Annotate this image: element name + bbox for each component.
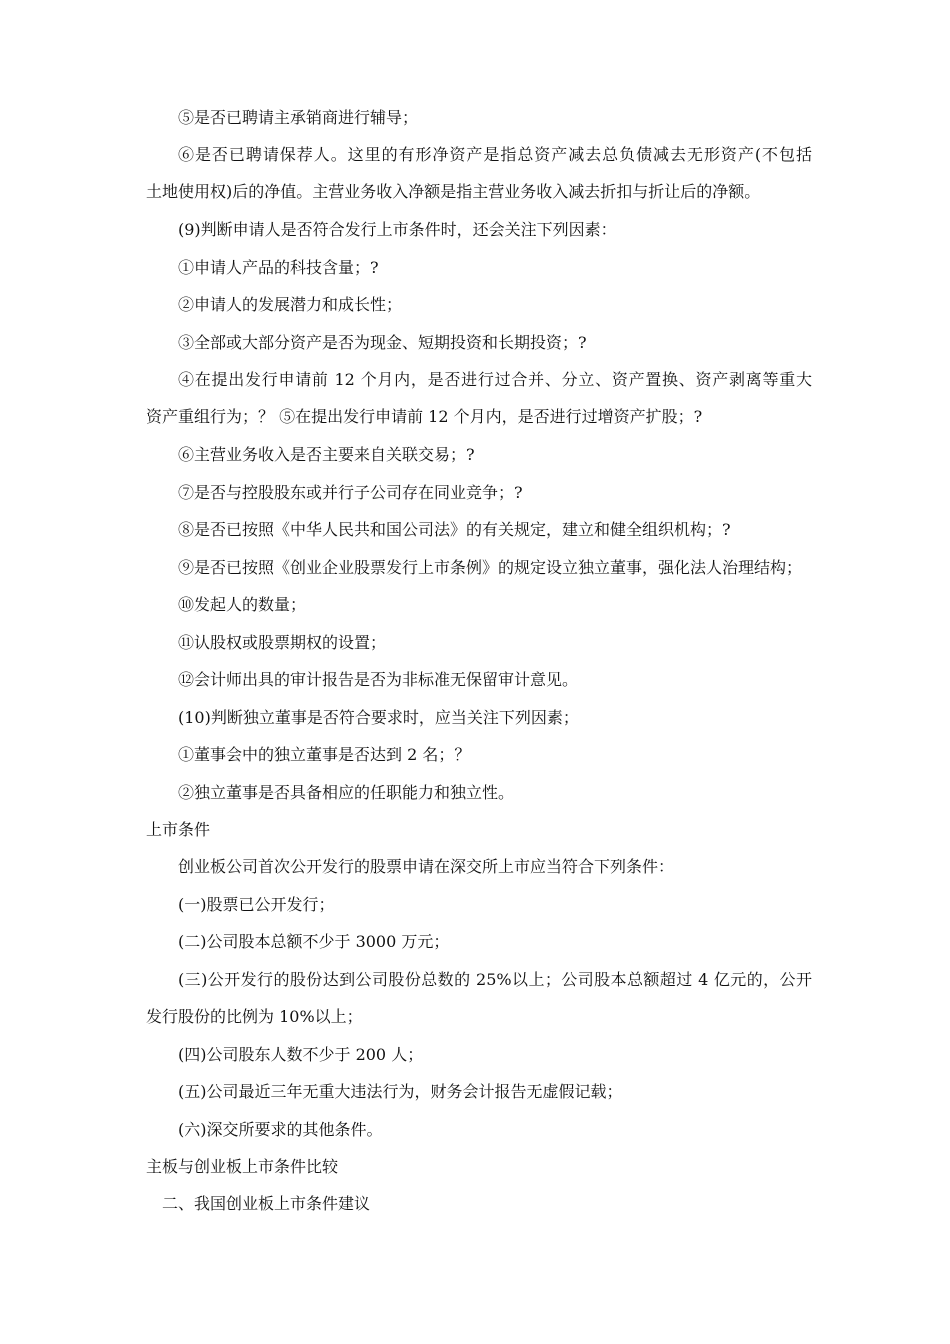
text-line: (三)公开发行的股份达到公司股份总数的 25%以上；公司股本总额超过 4 亿元的，公开: [178, 970, 812, 989]
text-line: 资产重组行为；？ ⑤在提出发行申请前 12 个月内，是否进行过增资产扩股；?: [146, 407, 703, 426]
text-line: (五)公司最近三年无重大违法行为，财务会计报告无虚假记载；: [178, 1082, 623, 1101]
text-line: (10)判断独立董事是否符合要求时，应当关注下列因素；: [178, 708, 579, 727]
text-line: ⑧是否已按照《中华人民共和国公司法》的有关规定，建立和健全组织机构；?: [178, 520, 731, 539]
text-line: ①申请人产品的科技含量；?: [178, 258, 379, 277]
text-line: (四)公司股东人数不少于 200 人；: [178, 1045, 424, 1064]
text-line: (一)股票已公开发行；: [178, 895, 335, 914]
section-heading: 上市条件: [146, 820, 211, 839]
text-line: ②申请人的发展潜力和成长性；: [178, 295, 403, 314]
text-line: ③全部或大部分资产是否为现金、短期投资和长期投资；?: [178, 333, 587, 352]
text-line: ⑦是否与控股股东或并行子公司存在同业竞争；?: [178, 483, 523, 502]
text-line: ⑩发起人的数量；: [178, 595, 307, 614]
text-line: ⑥主营业务收入是否主要来自关联交易；?: [178, 445, 475, 464]
text-line: ⑤是否已聘请主承销商进行辅导；: [178, 108, 419, 127]
text-line: 创业板公司首次公开发行的股票申请在深交所上市应当符合下列条件：: [178, 857, 675, 876]
text-line: ⑪认股权或股票期权的设置；: [178, 633, 387, 652]
section-heading: 二、我国创业板上市条件建议: [162, 1194, 371, 1213]
text-line: (六)深交所要求的其他条件。: [178, 1120, 383, 1139]
text-line: 土地使用权)后的净值。主营业务收入净额是指主营业务收入减去折扣与折让后的净额。: [146, 182, 761, 201]
text-line: ⑨是否已按照《创业企业股票发行上市条例》的规定设立独立董事，强化法人治理结构；: [178, 558, 803, 577]
text-line: (9)判断申请人是否符合发行上市条件时，还会关注下列因素：: [178, 220, 617, 239]
text-line: ④在提出发行申请前 12 个月内，是否进行过合并、分立、资产置换、资产剥离等重大: [178, 370, 812, 389]
text-line: ⑥是否已聘请保荐人。这里的有形净资产是指总资产减去总负债减去无形资产(不包括: [178, 145, 812, 164]
text-line: ①董事会中的独立董事是否达到 2 名；？: [178, 745, 471, 764]
section-heading: 主板与创业板上市条件比较: [146, 1157, 339, 1176]
text-line: ②独立董事是否具备相应的任职能力和独立性。: [178, 783, 515, 802]
text-line: 发行股份的比例为 10%以上；: [146, 1007, 363, 1026]
text-line: ⑫会计师出具的审计报告是否为非标准无保留审计意见。: [178, 670, 579, 689]
text-line: (二)公司股本总额不少于 3000 万元；: [178, 932, 450, 951]
